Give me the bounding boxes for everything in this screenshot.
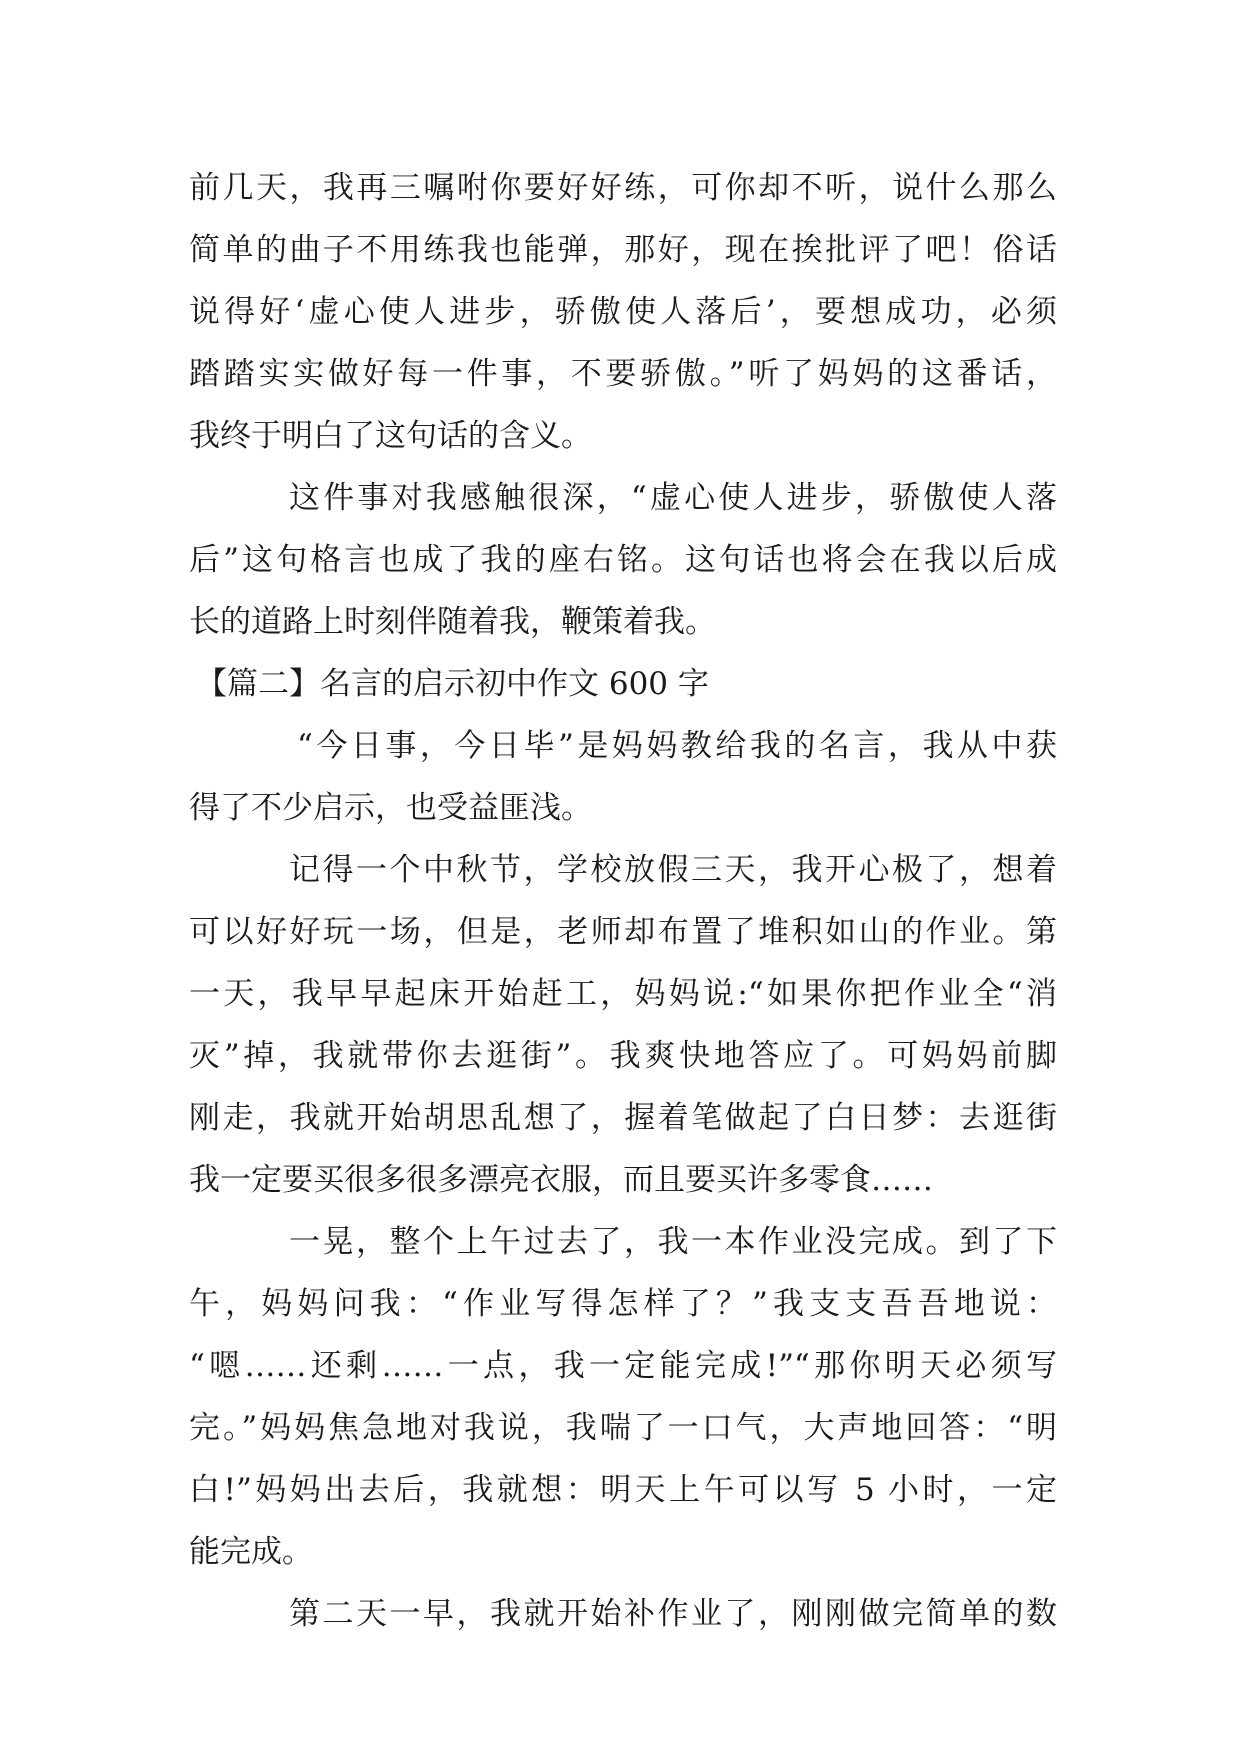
text-line: 后”这句格言也成了我的座右铭。这句话也将会在我以后成 (189, 542, 1057, 578)
text-line: 白!”妈妈出去后，我就想：明天上午可以写 5 小时，一定 (189, 1472, 1057, 1508)
text-line: 灭”掉，我就带你去逛街”。我爽快地答应了。可妈妈前脚 (189, 1038, 1057, 1074)
text-line: 刚走，我就开始胡思乱想了，握着笔做起了白日梦：去逛街 (189, 1100, 1057, 1136)
section-heading: 【篇二】名言的启示初中作文 600 字 (196, 666, 709, 702)
text-line: “今日事，今日毕”是妈妈教给我的名言，我从中获 (297, 728, 1057, 764)
text-line: 能完成。 (189, 1534, 313, 1570)
text-line: 这件事对我感触很深，“虚心使人进步，骄傲使人落 (289, 480, 1057, 516)
text-line: 午，妈妈问我：“作业写得怎样了？”我支支吾吾地说： (189, 1286, 1057, 1322)
text-line: 可以好好玩一场，但是，老师却布置了堆积如山的作业。第 (189, 914, 1057, 950)
text-line: 记得一个中秋节，学校放假三天，我开心极了，想着 (289, 852, 1057, 888)
text-line: 说得好‘虚心使人进步，骄傲使人落后’，要想成功，必须 (189, 294, 1057, 330)
text-line: 我一定要买很多很多漂亮衣服，而且要买许多零食…… (189, 1162, 933, 1198)
text-line: 长的道路上时刻伴随着我，鞭策着我。 (189, 604, 716, 640)
text-line: 踏踏实实做好每一件事，不要骄傲。”听了妈妈的这番话， (189, 356, 1057, 392)
text-line: “嗯……还剩……一点，我一定能完成!”“那你明天必须写 (189, 1348, 1057, 1384)
text-line: 简单的曲子不用练我也能弹，那好，现在挨批评了吧！俗话 (189, 232, 1057, 268)
text-line: 得了不少启示，也受益匪浅。 (189, 790, 592, 826)
text-line: 前几天，我再三嘱咐你要好好练，可你却不听，说什么那么 (189, 170, 1057, 206)
document-body (189, 157, 1057, 1645)
text-line: 第二天一早，我就开始补作业了，刚刚做完简单的数 (289, 1596, 1057, 1632)
text-line: 一晃，整个上午过去了，我一本作业没完成。到了下 (289, 1224, 1057, 1260)
text-line: 我终于明白了这句话的含义。 (189, 418, 592, 454)
text-line: 完。”妈妈焦急地对我说，我喘了一口气，大声地回答：“明 (189, 1410, 1057, 1446)
text-line: 一天，我早早起床开始赶工，妈妈说:“如果你把作业全“消 (189, 976, 1057, 1012)
